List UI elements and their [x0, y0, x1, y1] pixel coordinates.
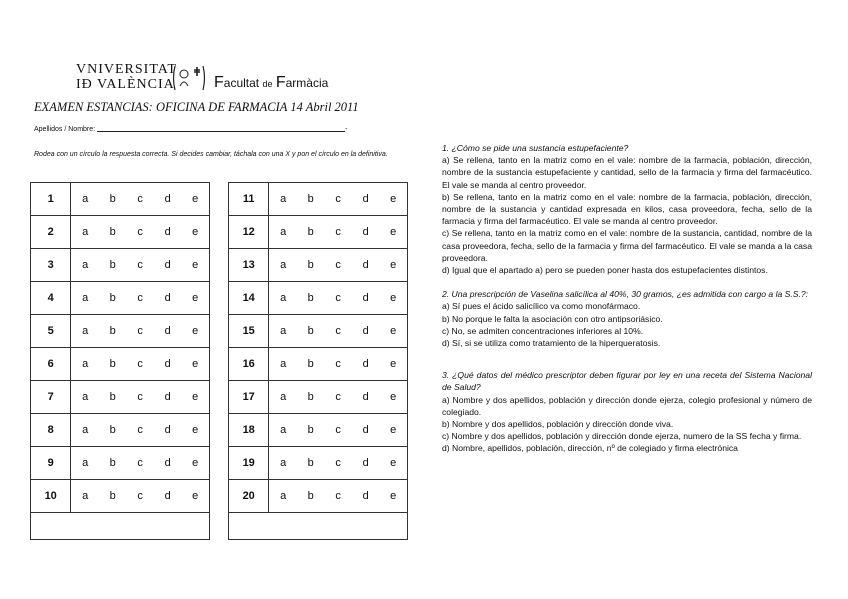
- answer-option-e[interactable]: e: [181, 183, 209, 216]
- question-number: 15: [229, 315, 269, 348]
- answer-option-a[interactable]: a: [71, 348, 99, 381]
- answer-option-d[interactable]: d: [154, 480, 182, 513]
- answer-option-d[interactable]: d: [154, 447, 182, 480]
- answer-option-c[interactable]: c: [126, 315, 154, 348]
- question-number: 1: [31, 183, 71, 216]
- answer-option-a[interactable]: a: [269, 414, 297, 447]
- university-name-line2: IÐ VALÈNCIA: [76, 77, 175, 92]
- answer-option-b[interactable]: b: [297, 480, 325, 513]
- answer-row: [229, 348, 408, 381]
- answer-option-e[interactable]: e: [379, 315, 407, 348]
- answer-option-b[interactable]: b: [297, 249, 325, 282]
- answer-option: c) Se rellena, tanto en la matriz como en el vale: nombre de la sustancia, cantidad, nombre de la casa proveedora, fecha, sello de la farmacia y firma del farmacéutico. El vale se manda a la casa proveedora.: [442, 228, 812, 263]
- answer-grid-right: [228, 182, 408, 540]
- answer-option-c[interactable]: c: [324, 282, 352, 315]
- answer-option-d[interactable]: d: [352, 183, 380, 216]
- university-name: [76, 62, 177, 92]
- answer-option-d[interactable]: d: [154, 249, 182, 282]
- answer-option-d[interactable]: d: [352, 348, 380, 381]
- answer-option-d[interactable]: d: [352, 381, 380, 414]
- answer-option-c[interactable]: c: [126, 381, 154, 414]
- university-name-line1: VNIVERSITAT: [76, 62, 177, 77]
- answer-option-c[interactable]: c: [324, 348, 352, 381]
- answer-option-c[interactable]: c: [324, 249, 352, 282]
- answer-row: [229, 249, 408, 282]
- question-number: 5: [31, 315, 71, 348]
- answer-option-a[interactable]: a: [71, 447, 99, 480]
- answer-option-c[interactable]: c: [126, 447, 154, 480]
- answer-grid-left: [30, 182, 210, 540]
- answer-option-b[interactable]: b: [99, 414, 127, 447]
- answer-option-b[interactable]: b: [297, 447, 325, 480]
- answer-option-a[interactable]: a: [269, 315, 297, 348]
- answer-option-c[interactable]: c: [324, 447, 352, 480]
- answer-option-d[interactable]: d: [352, 414, 380, 447]
- answer-option: a) Se rellena, tanto en la matriz como en el vale: nombre de la farmacia, población, dirección, nombre de la sustancia estupefaciente y cantidad, sello de la farmacia y firma del farmacéutico. El vale se manda al centro proveedor.: [442, 155, 812, 190]
- answer-option: b) No porque le falta la asociación con otro antipsoriásico.: [442, 313, 663, 324]
- answer-option-d[interactable]: d: [352, 216, 380, 249]
- answer-option-a[interactable]: a: [269, 480, 297, 513]
- answer-row: [31, 216, 210, 249]
- answer-option-b[interactable]: b: [99, 315, 127, 348]
- answer-option-c[interactable]: c: [324, 315, 352, 348]
- question-number: 7: [31, 381, 71, 414]
- answer-option-d[interactable]: d: [154, 315, 182, 348]
- answer-row: [229, 216, 408, 249]
- answer-option-e[interactable]: e: [181, 216, 209, 249]
- answer-row: [31, 249, 210, 282]
- grid-padding-row: [229, 513, 408, 540]
- question-number: 6: [31, 348, 71, 381]
- answer-row: [229, 183, 408, 216]
- answer-option-a[interactable]: a: [71, 282, 99, 315]
- question-number: 14: [229, 282, 269, 315]
- answer-row: [31, 381, 210, 414]
- answer-option-e[interactable]: e: [379, 480, 407, 513]
- answer-row: [229, 282, 408, 315]
- answer-option-d[interactable]: d: [352, 480, 380, 513]
- answer-option-e[interactable]: e: [379, 249, 407, 282]
- answer-option: b) Nombre y dos apellidos, población y dirección donde viva.: [442, 419, 674, 430]
- answer-option-d[interactable]: d: [154, 414, 182, 447]
- answer-row: [31, 480, 210, 513]
- answer-option-c[interactable]: c: [126, 480, 154, 513]
- answer-option-c[interactable]: c: [126, 249, 154, 282]
- answer-option-e[interactable]: e: [379, 216, 407, 249]
- name-label: Apellidos / Nombre:: [34, 126, 96, 133]
- question-number: 17: [229, 381, 269, 414]
- question-title: 3. ¿Qué datos del médico prescriptor deben figurar por ley en una receta del Sistema Nacional de Salud?: [442, 370, 812, 393]
- question-title: 1. ¿Cómo se pide una sustancia estupefaciente?: [442, 143, 629, 153]
- answer-option-d[interactable]: d: [352, 447, 380, 480]
- answer-option-b[interactable]: b: [99, 249, 127, 282]
- answer-option-e[interactable]: e: [181, 348, 209, 381]
- answer-option-e[interactable]: e: [379, 414, 407, 447]
- answer-option-e[interactable]: e: [379, 381, 407, 414]
- answer-option-b[interactable]: b: [297, 381, 325, 414]
- answer-option-b[interactable]: b: [99, 183, 127, 216]
- answer-option: d) Igual que el apartado a) pero se pueden poner hasta dos estupefacientes distintos.: [442, 265, 768, 276]
- answer-option-c[interactable]: c: [126, 183, 154, 216]
- answer-option-b[interactable]: b: [99, 216, 127, 249]
- answer-option-d[interactable]: d: [154, 348, 182, 381]
- answer-option-a[interactable]: a: [71, 216, 99, 249]
- question-number: 18: [229, 414, 269, 447]
- question-number: 20: [229, 480, 269, 513]
- answer-option-b[interactable]: b: [99, 381, 127, 414]
- answer-row: [229, 447, 408, 480]
- question-number: 19: [229, 447, 269, 480]
- answer-row: [229, 480, 408, 513]
- name-blank-line: [97, 131, 345, 132]
- answer-option-a[interactable]: a: [269, 216, 297, 249]
- question-3: [442, 369, 812, 454]
- answer-option-b[interactable]: b: [297, 282, 325, 315]
- answer-option-b[interactable]: b: [99, 480, 127, 513]
- answer-option-a[interactable]: a: [71, 249, 99, 282]
- question-number: 2: [31, 216, 71, 249]
- answer-option-a[interactable]: a: [269, 447, 297, 480]
- answer-option: d) Sí, si se utiliza como tratamiento de la hiperqueratosis.: [442, 338, 661, 349]
- answer-option-a[interactable]: a: [71, 381, 99, 414]
- answer-option-e[interactable]: e: [379, 447, 407, 480]
- answer-option-e[interactable]: e: [181, 282, 209, 315]
- answer-option-b[interactable]: b: [297, 183, 325, 216]
- question-number: 8: [31, 414, 71, 447]
- question-number: 10: [31, 480, 71, 513]
- answer-option: b) Se rellena, tanto en la matriz como en el vale: nombre de la farmacia, población, dirección, nombre de la sustancia y cantidad expresada en kilos, casa proveedora, fecha, sello de la farmacia y firma del farmacéutico. El vale se manda al centro proveedor.: [442, 191, 812, 227]
- question-2: [442, 288, 812, 349]
- answer-option-e[interactable]: e: [181, 381, 209, 414]
- answer-option-a[interactable]: a: [269, 249, 297, 282]
- answer-option-a[interactable]: a: [71, 414, 99, 447]
- answer-option-a[interactable]: a: [269, 348, 297, 381]
- answer-option: d) Nombre, apellidos, población, dirección, nº de colegiado y firma electrónica: [442, 443, 738, 454]
- name-field: Apellidos / Nombre: -: [34, 126, 348, 133]
- answer-option: a) Nombre y dos apellidos, población y dirección donde ejerza, colegio profesional y número de colegiado.: [442, 394, 812, 417]
- answer-option-c[interactable]: c: [324, 183, 352, 216]
- answer-option-e[interactable]: e: [379, 282, 407, 315]
- answer-option-b[interactable]: b: [99, 282, 127, 315]
- answer-option-c[interactable]: c: [324, 216, 352, 249]
- question-number: 3: [31, 249, 71, 282]
- question-number: 11: [229, 183, 269, 216]
- answer-option-a[interactable]: a: [71, 480, 99, 513]
- answer-option-e[interactable]: e: [379, 348, 407, 381]
- answer-option-d[interactable]: d: [352, 249, 380, 282]
- answer-option-d[interactable]: d: [352, 282, 380, 315]
- answer-option-e[interactable]: e: [181, 480, 209, 513]
- answer-option-a[interactable]: a: [71, 183, 99, 216]
- question-number: 4: [31, 282, 71, 315]
- answer-row: [229, 414, 408, 447]
- answer-option-a[interactable]: a: [269, 282, 297, 315]
- questions-column: [442, 142, 812, 455]
- answer-row: [31, 348, 210, 381]
- answer-option-c[interactable]: c: [126, 348, 154, 381]
- answer-row: [31, 315, 210, 348]
- answer-option-c[interactable]: c: [126, 282, 154, 315]
- answer-option-d[interactable]: d: [154, 282, 182, 315]
- answer-row: [31, 447, 210, 480]
- question-number: 12: [229, 216, 269, 249]
- answer-option: a) Sí pues el ácido salicílico va como monofármaco.: [442, 301, 641, 312]
- answer-row: [31, 183, 210, 216]
- answer-option-d[interactable]: d: [352, 315, 380, 348]
- answer-option-b[interactable]: b: [99, 447, 127, 480]
- answer-option-b[interactable]: b: [297, 315, 325, 348]
- answer-option-e[interactable]: e: [379, 183, 407, 216]
- question-number: 16: [229, 348, 269, 381]
- answer-option-d[interactable]: d: [154, 381, 182, 414]
- answer-option-d[interactable]: d: [154, 183, 182, 216]
- question-title: 2. Una prescripción de Vaselina salicílica al 40%, 30 gramos, ¿es admitida con cargo a la S.S.?:: [442, 289, 809, 300]
- answer-option-e[interactable]: e: [181, 414, 209, 447]
- question-number: 13: [229, 249, 269, 282]
- answer-option-b[interactable]: b: [297, 414, 325, 447]
- answer-option-c[interactable]: c: [324, 414, 352, 447]
- answer-option-c[interactable]: c: [126, 414, 154, 447]
- faculty-name: Facultat de Farmàcia: [214, 74, 329, 91]
- answer-option-a[interactable]: a: [71, 315, 99, 348]
- answer-option-b[interactable]: b: [297, 348, 325, 381]
- university-seal-icon: [172, 64, 206, 92]
- answer-option-e[interactable]: e: [181, 315, 209, 348]
- answer-option-c[interactable]: c: [324, 480, 352, 513]
- answer-option-e[interactable]: e: [181, 249, 209, 282]
- grid-padding-row: [31, 513, 210, 540]
- answer-instructions: Rodea con un círculo la respuesta correcta. Si decides cambiar, táchala con una X y pon el círculo en la definitiva.: [34, 151, 388, 158]
- answer-option-a[interactable]: a: [269, 183, 297, 216]
- answer-option-a[interactable]: a: [269, 381, 297, 414]
- answer-option-d[interactable]: d: [154, 216, 182, 249]
- answer-option-c[interactable]: c: [324, 381, 352, 414]
- answer-row: [229, 381, 408, 414]
- answer-option: c) Nombre y dos apellidos, población y dirección donde ejerza, numero de la SS fecha y firma.: [442, 431, 802, 442]
- question-number: 9: [31, 447, 71, 480]
- question-1: [442, 142, 812, 276]
- answer-option: c) No, se admiten concentraciones inferiores al 10%.: [442, 325, 644, 336]
- answer-row: [31, 282, 210, 315]
- answer-row: [229, 315, 408, 348]
- answer-option-b[interactable]: b: [99, 348, 127, 381]
- answer-option-b[interactable]: b: [297, 216, 325, 249]
- answer-option-e[interactable]: e: [181, 447, 209, 480]
- answer-row: [31, 414, 210, 447]
- exam-title: EXAMEN ESTANCIAS: OFICINA DE FARMACIA 14 Abril 2011: [34, 100, 359, 114]
- answer-option-c[interactable]: c: [126, 216, 154, 249]
